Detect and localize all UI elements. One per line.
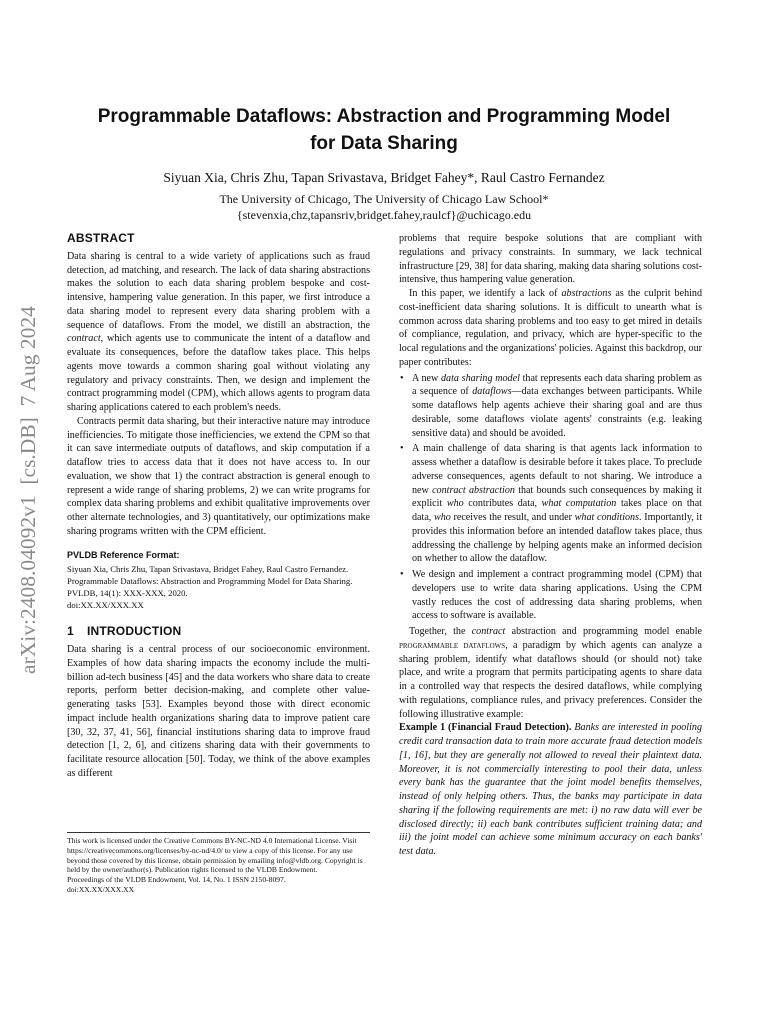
intro-paragraph-continued: problems that require bespoke solutions that are compliant with regulations and privacy constraints. In summary, we lack technical infrastructure [29, 38] for data sharing, making data sharing solutions cost-intensive, thus hampering value generation. xyxy=(399,233,702,286)
introduction-paragraph-1: Data sharing is a central process of our socioeconomic environment. Examples of how data sharing impacts the economy include the multi-billion ad-tech business [45] and the data workers who share data to create reports, perform better decision-making, and complete other value-generating tasks [53]. Examples beyond those with direct economic impact include health organizations sharing data to improve patient care [30, 32, 37, 41, 56], financial institutions sharing data to improve fraud detection [1, 2, 6], and citizens sharing data with their governments to facilitate resource allocation [50]. Today, we think of the above examples as different xyxy=(67,644,370,779)
section-number: 1 xyxy=(67,624,74,639)
reference-format-doi: doi:XX.XX/XXX.XX xyxy=(67,600,144,611)
license-footnote xyxy=(67,832,370,895)
intro-paragraph-3: Together, the contract abstraction and programming model enable programmable dataflows, a paradigm by which agents can analyze a sharing problem, identify what dataflows should (or should not) take place, and write a program that permits participating agents to share data in a controlled way that respects the desired dataflows, while complying with regulations, compliance rules, and privacy preferences. Consider the following illustrative example: xyxy=(399,626,702,720)
paper-title xyxy=(40,103,728,157)
arxiv-stamp xyxy=(14,275,42,705)
bullet: • xyxy=(400,372,404,384)
contribution-item-1: • A new data sharing model that represents each data sharing problem as a sequence of dataflows—data exchanges between participants. While some dataflows help agents achieve their sharing goal and are thus desirable, some dataflows violate agents' constraints (e.g. leaking sensitive data) and should be avoided. xyxy=(400,372,702,439)
affiliation xyxy=(40,191,728,223)
footnote-doi: doi:XX.XX/XXX.XX xyxy=(67,884,135,894)
right-column xyxy=(399,232,702,859)
reference-format-heading: PVLDB Reference Format: xyxy=(67,549,180,560)
proceedings-text: Proceedings of the VLDB Endowment, Vol. 14, No. 1 ISSN 2150-8097. xyxy=(67,875,286,885)
reference-format-citation: Siyuan Xia, Chris Zhu, Tapan Srivastava, Bridget Fahey, Raul Castro Fernandez. Programmable Dataflows: Abstraction and Programming Model for Data Sharing. PVLDB, 14(1): XXX-XXX, 2020. xyxy=(67,564,353,599)
license-text: This work is licensed under the Creative Commons BY-NC-ND 4.0 International License. Visit https://creativecommons.org/licenses/by-nc-nd/4.0/ to view a copy of this license. For any use beyond those covered by this license, obtain permission by emailing info@vldb.org. Copyright is held by the owner/author(s). Publication rights licensed to the VLDB Endowment. xyxy=(67,836,363,875)
abstract-heading: ABSTRACT xyxy=(67,231,135,245)
example-label: Example 1 (Financial Fraud Detection). xyxy=(399,722,572,734)
arxiv-stamp-text: arXiv:2408.04092v1 [cs.DB] 7 Aug 2024 xyxy=(16,306,40,674)
affiliation-emails: {stevenxia,chz,tapansriv,bridget.fahey,raulcf}@uchicago.edu xyxy=(236,208,532,222)
contribution-item-3: • We design and implement a contract programming model (CPM) that developers use to write data sharing applications. Using the CPM vastly reduces the cost of addressing data sharing problems, when access to software is available. xyxy=(400,569,702,622)
affiliation-institution: The University of Chicago, The University of Chicago Law School* xyxy=(219,192,549,206)
author-list: Siyuan Xia, Chris Zhu, Tapan Srivastava, Bridget Fahey*, Raul Castro Fernandez xyxy=(163,170,605,185)
example-body: Banks are interested in pooling credit card transaction data to train more accurate fraud detection models [1, 16], but they are generally not allowed to reveal their plaintext data. Moreover, it is not commercially interesting to pool their data, unless every bank has the guarantee that the joint model benefits themselves, instead of only helping others. Thus, the banks may participate in data sharing if the following requirements are met: i) no raw data will ever be disclosed directly; ii) each bank contributes sufficient training data; and iii) the joint model can achieve some minimum accuracy on each banks' test data. xyxy=(399,722,702,857)
bullet: • xyxy=(400,569,404,580)
paper-title-line2: for Data Sharing xyxy=(310,133,458,154)
example-1 xyxy=(399,721,702,859)
bullet: • xyxy=(400,443,404,455)
reference-format xyxy=(67,549,370,612)
paper-title-line1: Programmable Dataflows: Abstraction and Programming Model xyxy=(97,106,671,127)
contribution-item-2: • A main challenge of data sharing is that agents lack information to assess whether a dataflow is desirable before it takes place. To preclude adverse consequences, agents default to not sharing. We introduce a new contract abstraction that bounds such consequences by making it explicit who contributes data, what computation takes place on that data, who receives the result, and under what conditions. Importantly, it provides this information before an intended dataflow takes place, thus addressing the challenge by helping agents make an informed decision on whether to allow the dataflow. xyxy=(400,443,703,565)
intro-paragraph-2: In this paper, we identify a lack of abstractions as the culprit behind cost-inefficient data sharing solutions. It is difficult to unearth what is common across data sharing problems and too easy to get mired in details of compliance, regulation, and privacy, which are hyper-specific to the local regulations and the organizations' policies. Against this backdrop, our paper contributes: xyxy=(399,288,703,368)
left-column xyxy=(67,232,370,928)
abstract-paragraph-2: Contracts permit data sharing, but their interactive nature may introduce inefficiencies. To mitigate those inefficiencies, we extend the CPM so that it can save intermediate outputs of dataflows, and skip computation if a dataflow tries to access data that it does not have access to. In our evaluation, we show that 1) the contract abstraction is general enough to represent a wide range of sharing problems, 2) we can write programs for complex data sharing problems and exhibit qualitative improvements over other alternate technologies, and 3) quantitatively, our optimizations make sharing programs written with the CPM efficient. xyxy=(67,415,370,537)
contributions-list xyxy=(399,372,702,624)
abstract-paragraph-1: Data sharing is central to a wide variety of applications such as fraud detection, ad matching, and research. The lack of data sharing abstractions makes the solution to each data sharing problem bespoke and cost-intensive, hampering value generation. In this paper, we first introduce a data sharing model to represent every data sharing problem with a sequence of dataflows. From the model, we distill an abstraction, the contract, which agents use to communicate the intent of a dataflow and evaluate its consequences, before the dataflow takes place. This helps agents move towards a common sharing goal without violating any regulatory and privacy constraints. Then, we design and implement the contract programming model (CPM), which allows agents to program data sharing applications catered to each problem's needs. xyxy=(67,250,370,413)
introduction-heading: 1 INTRODUCTION xyxy=(67,624,182,639)
